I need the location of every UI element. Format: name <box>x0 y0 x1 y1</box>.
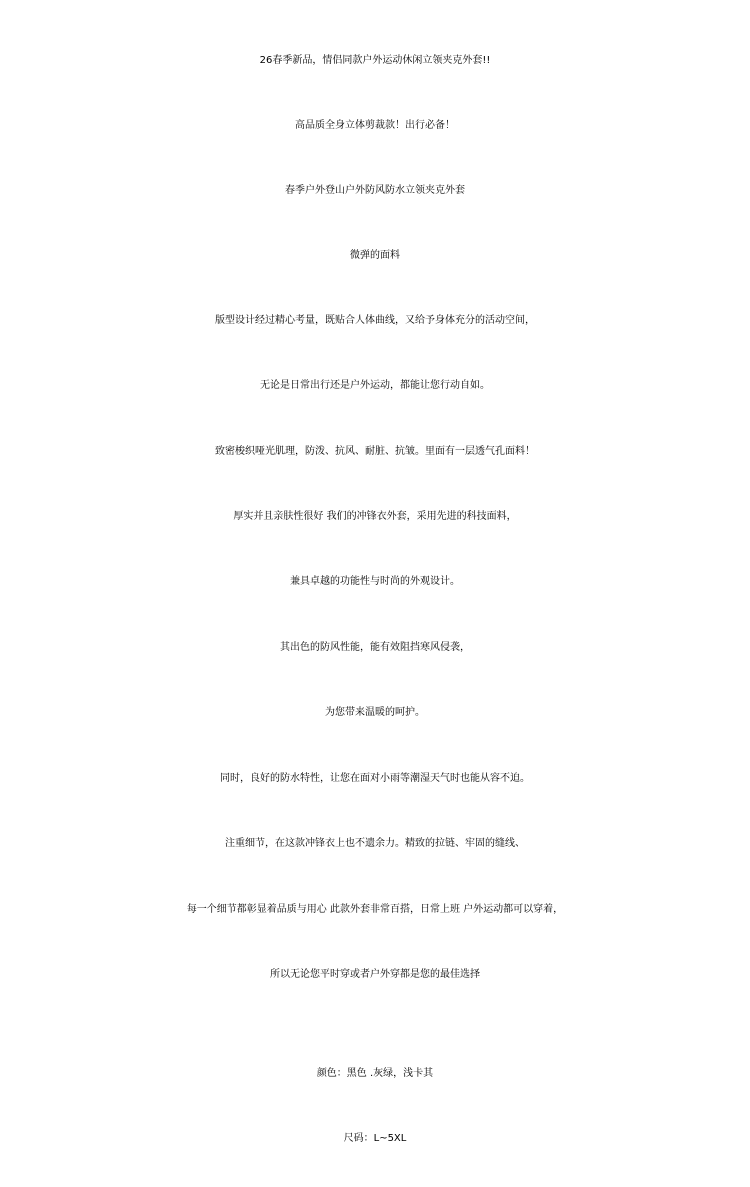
description-line-14: 每一个细节都彰显着品质与用心 此款外套非常百搭，日常上班 户外运动都可以穿着， <box>186 904 564 915</box>
description-line-2: 高品质全身立体剪裁款！出行必备！ <box>295 120 455 131</box>
description-line-10: 其出色的防风性能，能有效阻挡寒风侵袭， <box>280 642 470 653</box>
description-line-3: 春季户外登山户外防风防水立领夹克外套 <box>285 185 465 196</box>
description-line-9: 兼具卓越的功能性与时尚的外观设计。 <box>290 576 460 587</box>
description-line-12: 同时，良好的防水特性，让您在面对小雨等潮湿天气时也能从容不迫。 <box>220 773 530 784</box>
description-line-5: 版型设计经过精心考量，既贴合人体曲线，又给予身体充分的活动空间， <box>215 315 535 326</box>
description-line-4: 微弹的面料 <box>350 250 400 261</box>
description-line-8: 厚实并且亲肤性很好 我们的冲锋衣外套，采用先进的科技面料， <box>233 511 517 522</box>
description-line-11: 为您带来温暖的呵护。 <box>325 707 425 718</box>
colors-line: 颜色：黑色 .灰绿，浅卡其 <box>316 1068 434 1079</box>
description-line-13: 注重细节，在这款冲锋衣上也不遗余力。精致的拉链、牢固的缝线、 <box>225 838 525 849</box>
description-line-6: 无论是日常出行还是户外运动，都能让您行动自如。 <box>260 380 490 391</box>
description-line-15: 所以无论您平时穿或者户外穿都是您的最佳选择 <box>270 969 480 980</box>
description-line-7: 致密梭织哑光肌理，防泼、抗风、耐脏、抗皱。里面有一层透气孔面料！ <box>215 446 535 457</box>
description-line-1: 26春季新品，情侣同款户外运动休闲立领夹克外套!! <box>259 55 491 66</box>
size-line: 尺码：L~5XL <box>343 1133 407 1144</box>
